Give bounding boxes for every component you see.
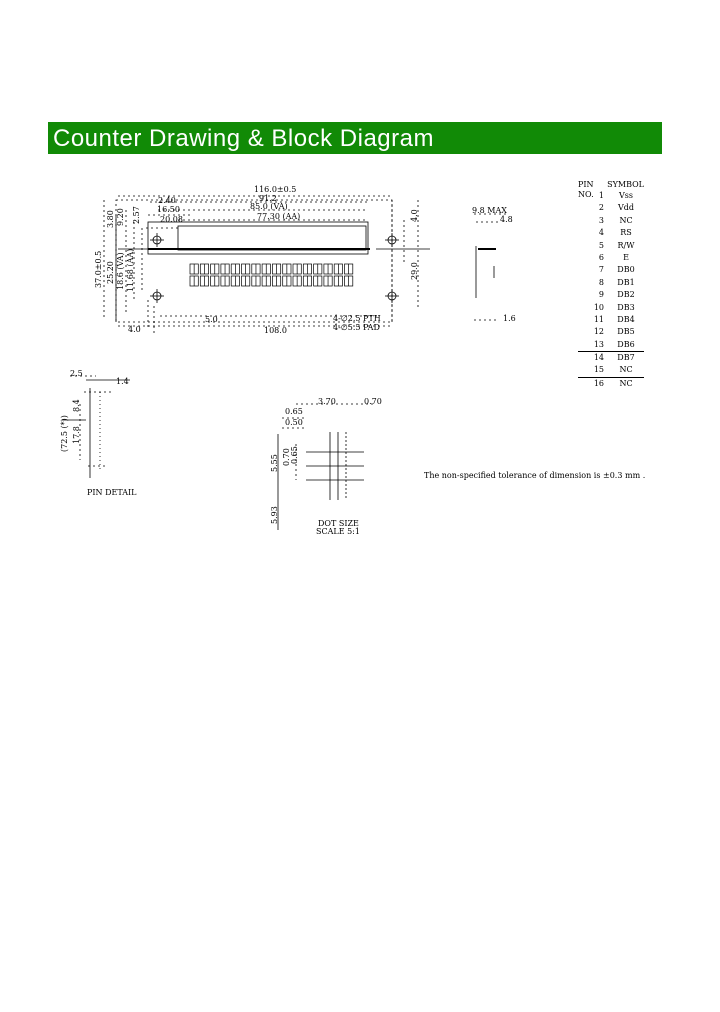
pin-symbol: RS [620, 228, 632, 238]
pin-detail-caption: PIN DETAIL [87, 488, 137, 497]
dim-9-8-max: 9.8 MAX [472, 206, 507, 215]
pin-row [578, 302, 644, 314]
dim-1-6: 1.6 [503, 314, 516, 323]
dim-1-4: 1.4 [116, 377, 129, 386]
page-title: Counter Drawing & Block Diagram [53, 125, 434, 152]
pin-symbol: DB5 [617, 327, 635, 337]
pin-number: 8 [598, 277, 604, 287]
mounting-holes [150, 233, 399, 303]
dim-4-8: 4.8 [500, 215, 513, 224]
pin-row [578, 240, 644, 252]
dim-0-65: 0.65 [285, 407, 303, 416]
dim-5-93: 5.93 [270, 506, 279, 524]
pin-symbol: NC [619, 378, 633, 388]
dim-20-08: 20.08 [160, 215, 183, 224]
dim-5-0: 5.0 [205, 315, 218, 324]
pin-number: 6 [598, 252, 604, 262]
side-view-lines [474, 214, 506, 320]
pin-number: 16 [593, 378, 604, 388]
pin-row [578, 190, 644, 202]
dim-4-0-bottom: 4.0 [128, 325, 141, 334]
symbol-header: SYMBOL [607, 180, 644, 189]
pin-number: 3 [598, 215, 604, 225]
pin-symbol: E [623, 252, 629, 262]
pin-row [578, 227, 644, 239]
dim-8-4: 8.4 [72, 399, 81, 412]
pin-row [578, 264, 644, 276]
dim-2-40: 2.40 [158, 196, 176, 205]
dim-25-20: 25.20 [106, 261, 115, 284]
pin-number: 2 [598, 203, 604, 213]
pin-number: 10 [593, 302, 604, 312]
dim-18-6-va: 18.6 (VA) [116, 252, 125, 290]
dim-overall-width: 116.0±0.5 [254, 185, 297, 194]
dim-pad: 4-∅5.5 PAD [333, 323, 380, 332]
pin-number: 7 [598, 265, 604, 275]
pin-number: 11 [593, 314, 604, 324]
dim-11-68-aa: 11.68 (AA) [126, 248, 135, 292]
dim-16-50: 16.50 [157, 205, 180, 214]
dim-height: 37.0±0.5 [94, 250, 103, 288]
dim-active-area: 77.30 (AA) [257, 212, 301, 221]
dim-72-5: (72.5 (*)) [60, 415, 69, 452]
dim-0-65-vertical: 0.65 [290, 446, 299, 464]
pin-no-header: PIN NO. [578, 180, 594, 199]
dot-size-caption: DOT SIZE [318, 519, 359, 528]
pin-symbol: DB0 [617, 265, 635, 275]
pin-symbol: DB7 [617, 353, 635, 363]
tolerance-note: The non-specified tolerance of dimension is ±0.3 mm . [424, 471, 646, 480]
pin-row [578, 202, 644, 214]
pin-table-body [578, 190, 644, 390]
dim-108-0: 108.0 [264, 326, 287, 335]
dim-2-57: 2.57 [132, 206, 141, 224]
dim-3-80: 3.80 [106, 210, 115, 228]
pin-symbol: DB1 [617, 277, 635, 287]
dim-view-area: 85.0 (VA) [250, 202, 288, 211]
pin-row [578, 289, 644, 301]
pin-symbol: R/W [617, 240, 635, 250]
dim-0-70-vertical: 0.70 [282, 448, 291, 466]
pin-row [578, 339, 644, 352]
dim-2-5: 2.5 [70, 369, 83, 378]
pin-symbol: DB2 [617, 290, 635, 300]
pin-number: 14 [593, 353, 604, 363]
dim-9-20: 9.20 [116, 208, 125, 226]
dim-pth: 4-∅2.5 PTH [333, 314, 381, 323]
pin-symbol: NC [619, 365, 633, 375]
pin-row [578, 215, 644, 227]
pin-symbol: DB3 [617, 302, 635, 312]
dim-17-8: 17.8 [72, 426, 81, 444]
pin-symbol: Vss [619, 191, 633, 200]
dim-3-70: 3.70 [318, 397, 336, 406]
pin-number: 12 [593, 327, 604, 337]
pin-number: 1 [598, 191, 604, 200]
pin-number: 9 [598, 290, 604, 300]
pin-number: 5 [598, 240, 604, 250]
pin-symbol: Vdd [617, 203, 635, 213]
pin-number: 13 [593, 339, 604, 349]
pin-number: 15 [593, 365, 604, 375]
pin-row [578, 326, 644, 338]
dim-bezel-width: 91.2 [259, 194, 277, 203]
pin-row [578, 314, 644, 326]
dim-0-50: 0.50 [285, 418, 303, 427]
pin-row [578, 378, 644, 390]
pin-symbol: NC [619, 215, 633, 225]
pin-number: 4 [598, 228, 604, 238]
pin-row [578, 352, 644, 364]
pin-row [578, 277, 644, 289]
dim-29-0: 29.0 [410, 262, 419, 280]
dim-0-70: 0.70 [364, 397, 382, 406]
dim-4-0-right: 4.0 [410, 209, 419, 222]
pin-table [578, 180, 644, 390]
pin-row [578, 364, 644, 377]
dot-size-scale: SCALE 5:1 [316, 527, 360, 536]
pin-row [578, 252, 644, 264]
pin-symbol: DB4 [617, 314, 635, 324]
dim-5-55: 5.55 [270, 454, 279, 472]
pin-symbol: DB6 [617, 339, 635, 349]
character-cells [190, 264, 353, 286]
